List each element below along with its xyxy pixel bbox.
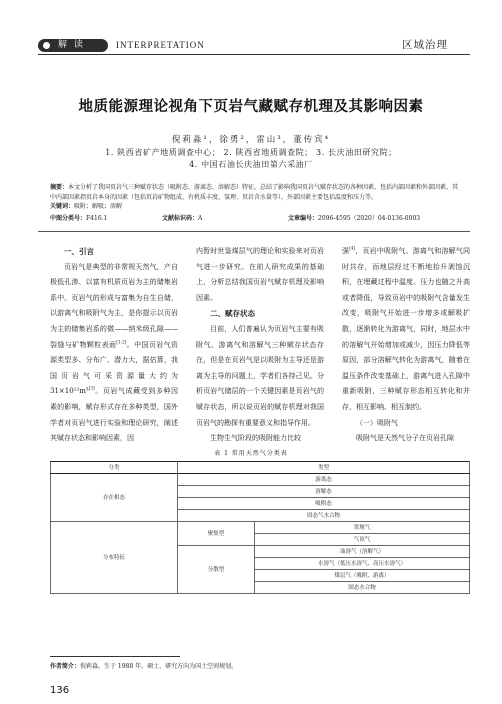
keywords-label: 关键词： [50,203,75,210]
footnote-rule [50,656,180,657]
table-cell: 游离态 [178,474,470,486]
cls-value: F416.1 [86,215,108,222]
gas-classification-table [50,461,470,594]
intro-text-2: 。中国页岩气资源类型多、分布广、潜力大，据估算，我国页岩气可采资源量大约为 [50,340,179,380]
table-row [51,474,470,486]
section-heading-intro: 一、引言 [64,247,94,256]
document-code [162,214,203,224]
abstract-label: 摘要： [50,184,69,191]
section-label-en: INTERPRETATION [116,40,205,50]
abstract [50,183,462,212]
table-cell: 固态水合物 [255,582,470,594]
subsection-heading-adsorbed-gas: （一）吸附气 [356,418,398,427]
paragraph: 内暂时世鉴煤层气的理论和实验来对页岩气进一步研究。在前人研究成果的基础上，分析总结我国页岩气赋存机理及影响因素。 [196,247,324,302]
abstract-text: 本文分析了我国页岩气三种赋存状态（吸附态、游离态、溶解态）特征，总结了影响我国页岩气赋存状态的各种因素，包括内部因素和外部因素，其中内部因素指页岩本身的因素（包括页岩矿物组成、有机质丰度、氢理、页岩含水量等），外部因素主要包括温度和压力等。 [50,184,459,201]
table-header-row [51,462,470,474]
abstract-rule [38,231,470,232]
table-cell: 油溶气（溶解气） [255,546,470,558]
table-cell: 常规气 [255,522,470,534]
table-cell: 存在相态 [51,474,178,522]
intro-text-3: 。页岩气成藏受到多种因素的影响，赋存形式存在多种类型，国外学者对页岩气进行实验和理论研究，阐述其赋存状态和影响因素，因 [50,387,178,443]
article-number [288,214,421,224]
article-authors: 倪莉淼¹，徐勇²，雷山³，董传宾⁴ [171,135,331,145]
paragraph: 强[4]，页岩中吸附气、游离气和溶解气同时共存，而地层经过不断地抬升剥蚀沉积，在埋藏过程中温度、压力也随之升高或者降低，导致页岩中的吸附气含量发生改变，吸附气开始进一步增多或解吸扩散，逐渐转化为游离气，同时，地层水中的溶解气开始增加或减少，因压力降低等原因，部分溶解气转化为游离气，随着在温压条件改变基础上，游离气进入孔隙中重新吸附，三种赋存形态相互转化和并存，相互影响、相互制约。 [342,245,471,411]
body-column-3 [342,244,470,447]
art-label: 文章编号： [288,215,319,222]
footnote-label: 作者简介： [50,663,81,670]
citation-ref: [4] [349,245,356,251]
running-header [0,0,502,58]
section-badge [38,39,108,52]
section-label: 解 读 [58,40,85,50]
intro-paragraph [50,260,178,447]
header-rule [38,54,470,55]
table-cell: 固态气水合物 [178,510,470,522]
body-column-1 [50,244,178,447]
citation-ref: [1-2] [116,339,127,345]
table-cell: 煤层气（吸附、游离） [255,570,470,582]
paragraph-text: ，页岩中吸附气、游离气和溶解气同时共存，而地层经过不断地抬升剥蚀沉积，在埋藏过程中温度、压力也随之升高或者降低，导致页岩中的吸附气含量发生改变，吸附气开始进一步增多或解吸扩散，逐渐转化为游离气，同时，地层水中的溶解气开始增加或减少，因压力降低等原因，部分溶解气转化为游离气，随着在温压条件改变基础上，游离气进入孔隙中重新吸附，三种赋存形态相互转化和并存，相互影响、相互制约。 [342,247,471,411]
bullet-dot-icon [43,42,50,49]
page-number: 136 [50,685,70,696]
art-value: 2096-4595（2020）04-0136-0003 [318,215,421,222]
body-column-2 [196,244,324,447]
table-cell: 分布特征 [51,522,178,594]
table-caption: 表 1 常用天然气分类表 [214,450,288,457]
affiliation-line-1: 1. 陕西省矿产地质调查中心； 2. 陕西省地质调查院； 3. 长庆油田研究院； [105,148,397,157]
code-label: 文献标识码： [162,215,199,222]
intro-text-1: 页岩气是典型的非常规天然气，产自极低孔渗、以富有机质页岩为主的储集岩系中。页岩气的形成与富集为自生自储，以游离气和吸附气为主，是你提示以页岩为主的储集岩系的微——纳米级孔隙——裂缝与矿物颗粒表面 [50,262,178,349]
article-title: 地质能源理论视角下页岩气藏赋存机理及其影响因素 [78,99,424,115]
resource-figure: 31×10¹²m³ [50,387,89,396]
code-value: A [198,215,203,222]
footnote-text: 倪莉淼，生于 1988 年，硕士，研究方向为国土空间规划。 [80,663,238,670]
table-row [51,522,470,534]
table-cell: 气顶气 [255,534,470,546]
paragraph: 生物生气阶段的吸附能力比较 [210,434,301,443]
author-footnote [50,662,470,671]
table-cell: 聚集型 [178,522,255,546]
citation-ref: [3] [88,386,95,392]
keywords-text: 吸附；解吸；溶解 [74,203,123,210]
table-cell: 溶解态 [178,486,470,498]
table-cell: 分散型 [178,546,255,594]
affiliation-line-2: 4. 中国石油长庆油田第六采油厂 [189,160,313,169]
paragraph: 吸附气是天然气分子在页岩孔隙 [356,434,454,443]
article-metadata [50,214,470,224]
classification-number [50,214,108,224]
table-cell: 吸附态 [178,498,470,510]
section-heading-occurrence: 二、赋存状态 [210,309,255,319]
journal-category: 区域治理 [402,39,448,51]
table-header-cell: 分类 [51,462,178,474]
table-header-cell: 类型 [178,462,470,474]
table-cell: 水溶气（低压水溶气、高压水溶气） [255,558,470,570]
cls-label: 中图分类号： [50,215,87,222]
paragraph: 目前，人们普遍认为页岩气主要有吸附气、游离气和溶解气三种赋存状态存在，但是在页岩气是以吸附为主导还是游离为主导的问题上，学者们各持己见。分析页岩气储层的一个关键因素是页岩气的赋存状态，所以说页岩的赋存机理对我国页岩气的勘探有重要意义和指导作用。 [196,324,324,427]
